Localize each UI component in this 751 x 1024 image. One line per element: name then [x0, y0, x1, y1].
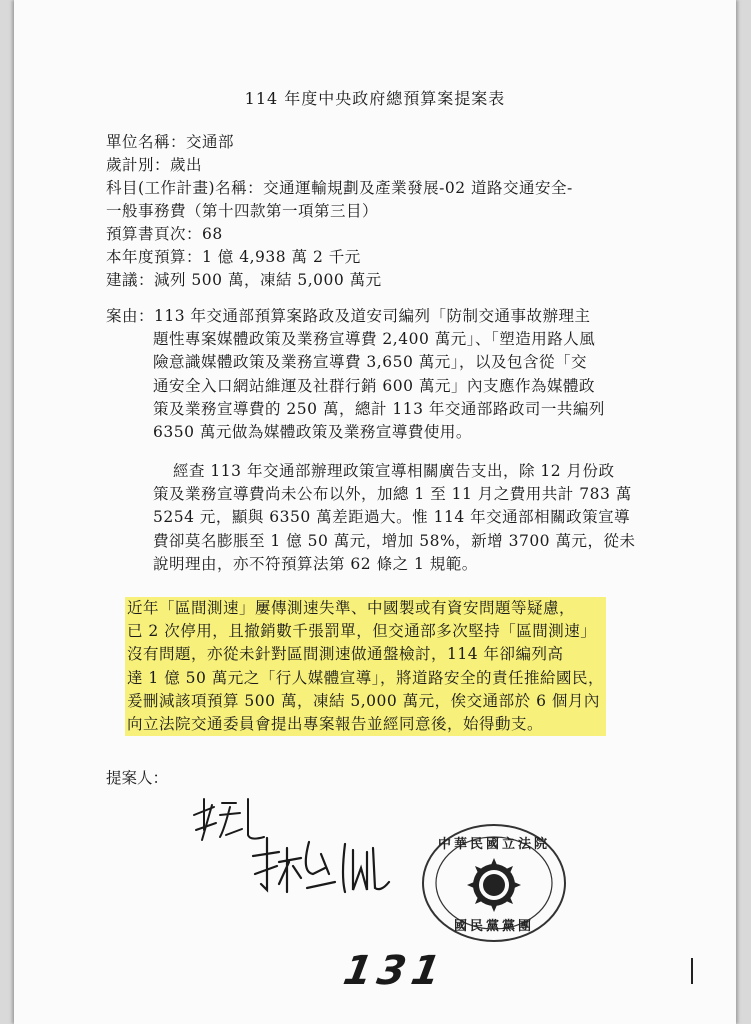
reason-line: 通安全入口網站維運及社群行銷 600 萬元」內支應作為媒體政: [153, 376, 595, 395]
field-budget: 本年度預算：1 億 4,938 萬 2 千元: [106, 248, 361, 266]
review-line: 5254 元，顯與 6350 萬差距過大。惟 114 年交通部相關政策宣導: [153, 508, 631, 527]
stamp-bottom-text: 國民黨黨團: [453, 919, 535, 934]
highlighted-paragraph: [127, 597, 606, 736]
reason-line: 險意識媒體政策及業務宣導費 3,650 萬元」，以及包含從「交: [153, 353, 587, 372]
reason-line: 策及業務宣導費的 250 萬，總計 113 年交通部路政司一共編列: [153, 399, 605, 418]
margin-mark: [691, 958, 693, 984]
reason-line: 題性專案媒體政策及業務宣導費 2,400 萬元」、「塑造用路人風: [153, 330, 596, 349]
document-title: 114 年度中央政府總預算案提案表: [244, 89, 506, 108]
document-page: [14, 0, 736, 1024]
review-line: 策及業務宣導費尚未公布以外，加總 1 至 11 月之費用共計 783 萬: [153, 485, 632, 504]
field-unit: 單位名稱：交通部: [106, 133, 235, 151]
review-line: 費卻莫名膨脹至 1 億 50 萬元，增加 58%，新增 3700 萬元，從未: [153, 531, 636, 550]
highlighted-line: 爰刪減該項預算 500 萬，凍結 5,000 萬元，俟交通部於 6 個月內: [125, 690, 606, 713]
highlighted-line: 達 1 億 50 萬元之「行人媒體宣導」，將道路安全的責任推給國民，: [125, 667, 606, 690]
highlighted-line: 沒有問題，亦從未針對區間測速做通盤檢討，114 年卻編列高: [125, 643, 606, 666]
review-paragraph: [153, 460, 635, 576]
field-subject: 科目(工作計畫)名稱：交通運輸規劃及產業發展-02 道路交通安全-: [106, 179, 573, 197]
proposer-label: 提案人：: [106, 769, 169, 787]
reason-line: 案由：113 年交通部預算案路政及道安司編列「防制交通事故辦理主: [106, 307, 591, 325]
handwritten-page-number: 131: [339, 948, 450, 994]
review-line: 說明理由，亦不符預算法第 62 條之 1 規範。: [153, 554, 478, 573]
official-seal-stamp: [419, 818, 569, 948]
signature-2: [249, 828, 409, 908]
field-subject-cont: 一般事務費（第十四款第一項第三目）: [106, 202, 379, 220]
highlighted-line: 近年「區間測速」屢傳測速失準、中國製或有資安問題等疑慮，: [125, 597, 606, 620]
review-line: 經查 113 年交通部辦理政策宣導相關廣告支出，除 12 月份政: [173, 462, 615, 480]
reason-paragraph: [106, 305, 605, 444]
field-page-ref: 預算書頁次：68: [106, 225, 223, 243]
field-suggestion: 建議：減列 500 萬，凍結 5,000 萬元: [106, 271, 382, 289]
stamp-top-text: 中華民國立法院: [437, 837, 551, 852]
reason-line: 6350 萬元做為媒體政策及業務宣導費使用。: [153, 423, 472, 442]
field-category: 歲計別：歲出: [106, 156, 203, 174]
highlighted-line: 向立法院交通委員會提出專案報告並經同意後，始得動支。: [125, 713, 606, 736]
highlighted-line: 已 2 次停用，且撤銷數千張罰單，但交通部多次堅持「區間測速」: [125, 620, 606, 643]
